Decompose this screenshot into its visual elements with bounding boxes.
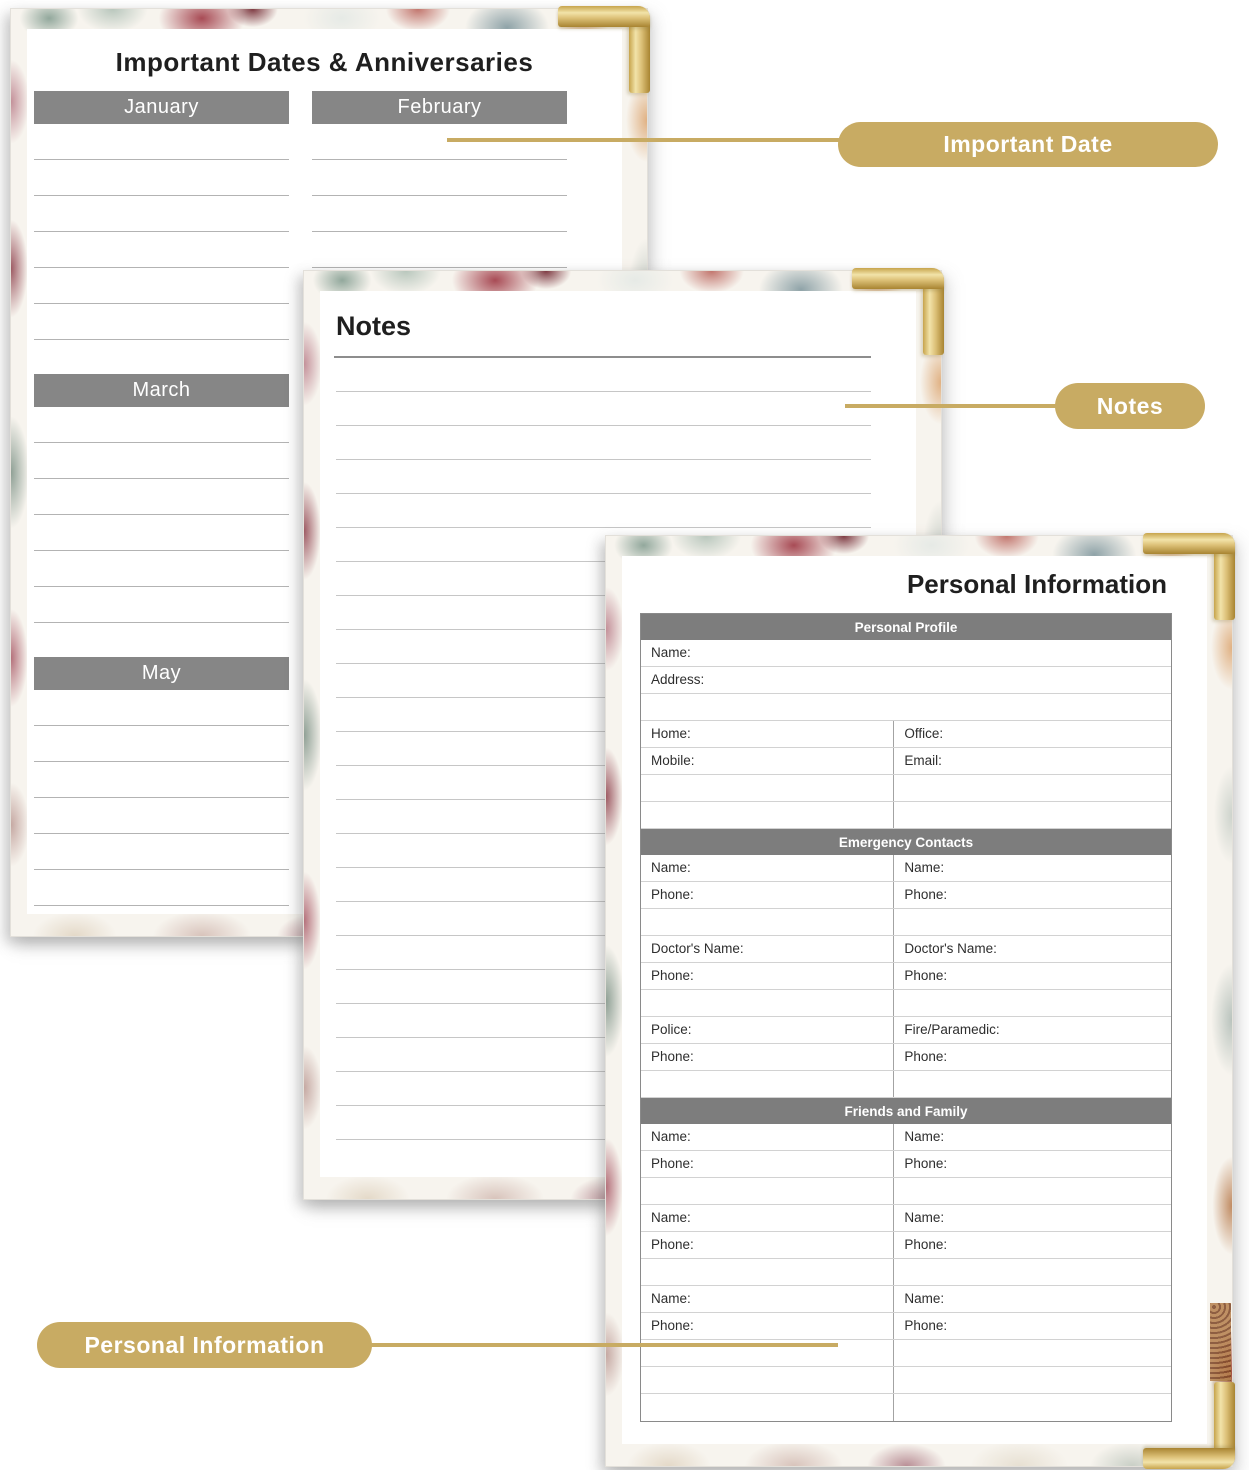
field-row [641, 1367, 1171, 1394]
ruled-line [34, 268, 289, 304]
floral-speckle-texture [1210, 1303, 1231, 1381]
field-label: Name: [641, 855, 894, 881]
field-label: Name: [904, 1291, 945, 1306]
gold-corner-icon [558, 6, 650, 93]
personal-information-table [640, 613, 1172, 1422]
field-label [894, 1071, 1171, 1097]
ruled-line [336, 460, 871, 494]
field-label [641, 1259, 894, 1285]
field-label [894, 1178, 1171, 1204]
field-label: Phone: [641, 1313, 894, 1339]
ruled-line [34, 232, 289, 268]
month-header: February [312, 91, 567, 124]
ruled-line [336, 392, 871, 426]
field-label [894, 909, 1171, 935]
month-column-left [34, 91, 289, 940]
callout-pill-notes: Notes [1055, 383, 1205, 429]
field-label: Phone: [641, 1044, 894, 1070]
gold-corner-icon [1143, 533, 1235, 620]
callout-line-important-date [447, 138, 842, 142]
field-label: Doctor's Name: [641, 936, 894, 962]
field-label: Phone: [904, 1049, 948, 1064]
ruled-line [312, 160, 567, 196]
field-label: Name: [904, 860, 945, 875]
section-header: Emergency Contacts [641, 829, 1171, 855]
ruled-line [336, 358, 871, 392]
ruled-line [34, 798, 289, 834]
ruled-line [336, 494, 871, 528]
ruled-line [336, 426, 871, 460]
field-row [641, 936, 1171, 963]
ruled-line [312, 232, 567, 268]
section-header: Personal Profile [641, 614, 1171, 640]
field-label: Home: [641, 721, 894, 747]
gold-corner-arm [852, 268, 944, 289]
ruled-line [34, 160, 289, 196]
field-label: Mobile: [641, 748, 894, 774]
field-label: Name: [641, 1286, 894, 1312]
field-label: Phone: [641, 963, 894, 989]
field-label [641, 990, 894, 1016]
month-section-january [34, 91, 289, 340]
field-label: Phone: [641, 1151, 894, 1177]
important-dates-title: Important Dates & Anniversaries [115, 47, 534, 77]
field-label [641, 694, 1171, 720]
field-label [894, 802, 1171, 828]
field-row [641, 1313, 1171, 1340]
field-row [641, 1151, 1171, 1178]
field-row [641, 882, 1171, 909]
ruled-line [34, 479, 289, 515]
ruled-line [34, 124, 289, 160]
field-label: Name: [904, 1210, 945, 1225]
field-label: Email: [904, 753, 942, 768]
field-row [641, 1178, 1171, 1205]
field-row [641, 855, 1171, 882]
field-label: Phone: [904, 1318, 948, 1333]
field-label [641, 1071, 894, 1097]
gold-corner-arm [1143, 1448, 1235, 1469]
field-row [641, 667, 1171, 694]
page-personal-information [605, 535, 1233, 1467]
personal-information-sheet [622, 556, 1207, 1444]
field-row [641, 1394, 1171, 1421]
month-section-march [34, 374, 289, 623]
ruled-line [34, 515, 289, 551]
field-label [894, 1367, 1171, 1393]
ruled-line [34, 407, 289, 443]
field-row [641, 748, 1171, 775]
ruled-line [34, 762, 289, 798]
field-label [894, 1340, 1171, 1366]
field-label: Phone: [641, 1232, 894, 1258]
field-row [641, 1017, 1171, 1044]
field-label: Fire/Paramedic: [904, 1022, 1000, 1037]
field-label: Address: [651, 672, 705, 687]
callout-line-personal-information [368, 1343, 838, 1347]
field-label: Phone: [641, 882, 894, 908]
gold-corner-icon [1143, 1382, 1235, 1469]
field-row [641, 775, 1171, 802]
field-row [641, 694, 1171, 721]
field-row [641, 1071, 1171, 1098]
field-row [641, 1044, 1171, 1071]
field-label [894, 1394, 1171, 1421]
field-row [641, 1232, 1171, 1259]
field-label: Name: [641, 1124, 894, 1150]
field-row [641, 802, 1171, 829]
ruled-line [312, 124, 567, 160]
field-label: Office: [904, 726, 944, 741]
callout-pill-personal-information: Personal Information [37, 1322, 372, 1368]
field-label: Name: [641, 1205, 894, 1231]
ruled-line [312, 196, 567, 232]
ruled-line [34, 551, 289, 587]
ruled-line [34, 834, 289, 870]
field-label: Phone: [904, 1237, 948, 1252]
field-row [641, 1205, 1171, 1232]
field-row [641, 1259, 1171, 1286]
month-header: March [34, 374, 289, 407]
field-row [641, 640, 1171, 667]
field-label: Doctor's Name: [904, 941, 997, 956]
callout-line-notes [845, 404, 1059, 408]
month-header: January [34, 91, 289, 124]
month-header: May [34, 657, 289, 690]
field-label [641, 1178, 894, 1204]
ruled-line [34, 690, 289, 726]
field-row [641, 721, 1171, 748]
month-section-may [34, 657, 289, 906]
field-row [641, 909, 1171, 936]
notes-title: Notes [336, 311, 412, 341]
field-label: Phone: [904, 1156, 948, 1171]
section-header: Friends and Family [641, 1098, 1171, 1124]
gold-corner-arm [1143, 533, 1235, 554]
field-label [641, 802, 894, 828]
field-label [894, 990, 1171, 1016]
field-label: Name: [904, 1129, 945, 1144]
field-row [641, 990, 1171, 1017]
callout-pill-important-date: Important Date [838, 122, 1218, 167]
field-label: Name: [651, 645, 691, 660]
field-row [641, 963, 1171, 990]
field-label: Phone: [904, 968, 948, 983]
gold-corner-icon [852, 268, 944, 355]
field-row [641, 1286, 1171, 1313]
field-label: Phone: [904, 887, 948, 902]
ruled-line [34, 304, 289, 340]
ruled-line [34, 587, 289, 623]
field-label [641, 775, 894, 801]
ruled-line [34, 726, 289, 762]
ruled-line [34, 196, 289, 232]
field-row [641, 1124, 1171, 1151]
ruled-line [34, 443, 289, 479]
gold-corner-arm [558, 6, 650, 27]
field-label [641, 1367, 894, 1393]
field-label [894, 775, 1171, 801]
field-label: Police: [641, 1017, 894, 1043]
field-label [641, 1394, 894, 1421]
field-label [641, 909, 894, 935]
field-label [894, 1259, 1171, 1285]
personal-information-title: Personal Information [906, 569, 1167, 599]
ruled-line [34, 870, 289, 906]
